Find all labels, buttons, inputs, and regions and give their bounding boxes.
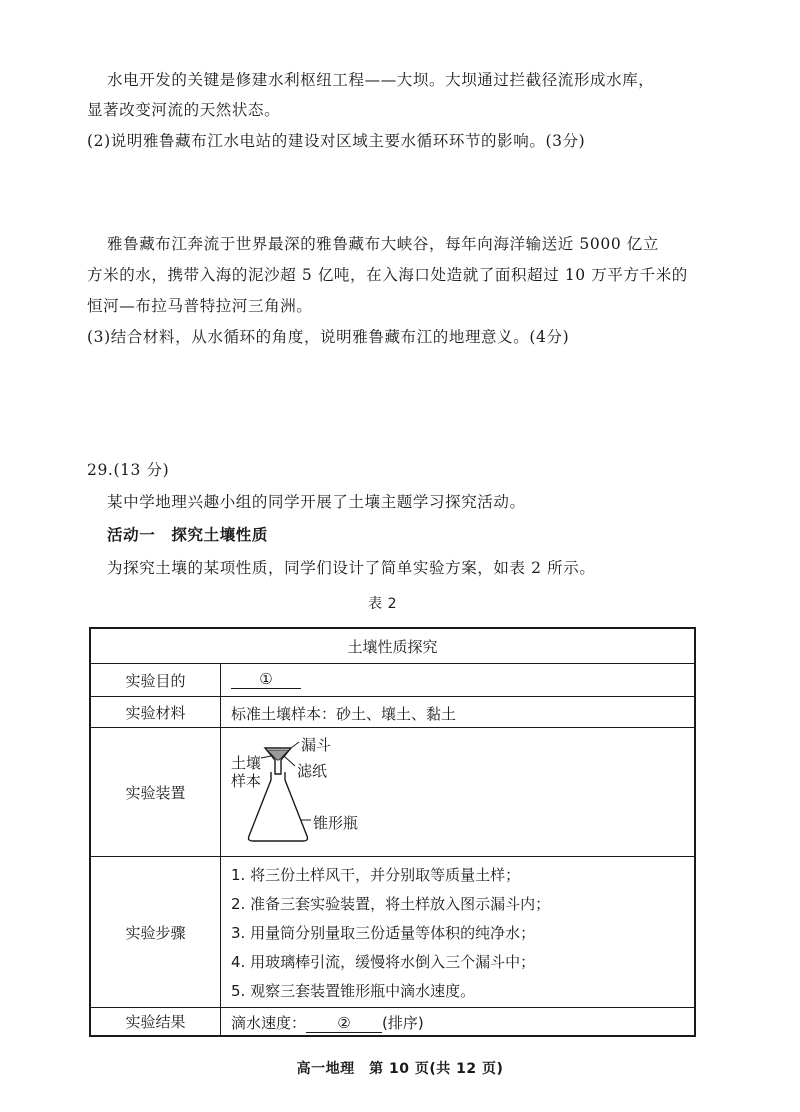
- intro-text: 某中学地理兴趣小组的同学开展了土壤主题学习探究活动。: [107, 493, 526, 511]
- question-2: (2)说明雅鲁藏布江水电站的建设对区域主要水循环环节的影响。(3分): [87, 132, 586, 150]
- label-soil-line2: 样本: [231, 772, 262, 790]
- page-footer: 高一地理 第 10 页(共 12 页): [296, 1061, 504, 1077]
- table-caption: 表 2: [368, 596, 398, 612]
- row-purpose: [91, 663, 694, 696]
- step-1: 1. 将三份土样风干，并分别取等质量土样；: [231, 866, 521, 884]
- activity-1-heading: 活动一 探究土壤性质: [107, 526, 269, 544]
- result-suffix: (排序): [382, 1014, 424, 1032]
- paragraph-river-line1: 雅鲁藏布江奔流于世界最深的雅鲁藏布大峡谷，每年向海洋输送近 5000 亿立: [107, 235, 660, 253]
- apparatus-diagram: [221, 728, 694, 856]
- row-apparatus: [91, 727, 694, 856]
- question-3: (3)结合材料，从水循环的角度，说明雅鲁藏布江的地理意义。(4分): [87, 328, 570, 346]
- label-soil-line1: 土壤: [231, 754, 262, 772]
- step-2: 2. 准备三套实验装置，将土样放入图示漏斗内；: [231, 895, 551, 913]
- table-header: 土壤性质探究: [347, 637, 438, 656]
- label-flask: 锥形瓶: [313, 814, 359, 832]
- result-label: 实验结果: [91, 1008, 221, 1035]
- label-funnel: 漏斗: [301, 736, 332, 754]
- blank-1: ①: [231, 670, 301, 689]
- table-header-row: [91, 629, 694, 663]
- result-line: [231, 1012, 424, 1033]
- soil-experiment-table: [89, 627, 696, 1037]
- paragraph-dam-line2: 显著改变河流的天然状态。: [87, 101, 281, 119]
- apparatus-label: 实验装置: [91, 728, 221, 856]
- blank-2: ②: [306, 1014, 382, 1033]
- paragraph-river-line2: 方米的水，携带入海的泥沙超 5 亿吨，在入海口处造就了面积超过 10 万平方千米的: [87, 266, 688, 284]
- result-prefix: 滴水速度：: [231, 1014, 307, 1032]
- step-3: 3. 用量筒分别量取三份适量等体积的纯净水；: [231, 924, 536, 942]
- row-steps: [91, 856, 694, 1007]
- step-4: 4. 用玻璃棒引流，缓慢将水倒入三个漏斗中；: [231, 953, 536, 971]
- steps-label: 实验步骤: [91, 857, 221, 1007]
- materials-value: 标准土壤样本：砂土、壤土、黏土: [231, 705, 457, 723]
- step-5: 5. 观察三套装置锥形瓶中滴水速度。: [231, 982, 476, 1000]
- steps-list: [221, 857, 694, 1007]
- row-result: [91, 1007, 694, 1035]
- design-text: 为探究土壤的某项性质，同学们设计了简单实验方案，如表 2 所示。: [107, 559, 596, 577]
- paragraph-river-line3: 恒河—布拉马普特拉河三角洲。: [87, 297, 313, 315]
- row-materials: [91, 696, 694, 727]
- materials-label: 实验材料: [91, 697, 221, 727]
- purpose-label: 实验目的: [91, 664, 221, 696]
- paragraph-dam-line1: 水电开发的关键是修建水利枢纽工程——大坝。大坝通过拦截径流形成水库，: [107, 71, 655, 89]
- question-29: 29.(13 分): [87, 461, 170, 479]
- label-filter: 滤纸: [297, 762, 328, 780]
